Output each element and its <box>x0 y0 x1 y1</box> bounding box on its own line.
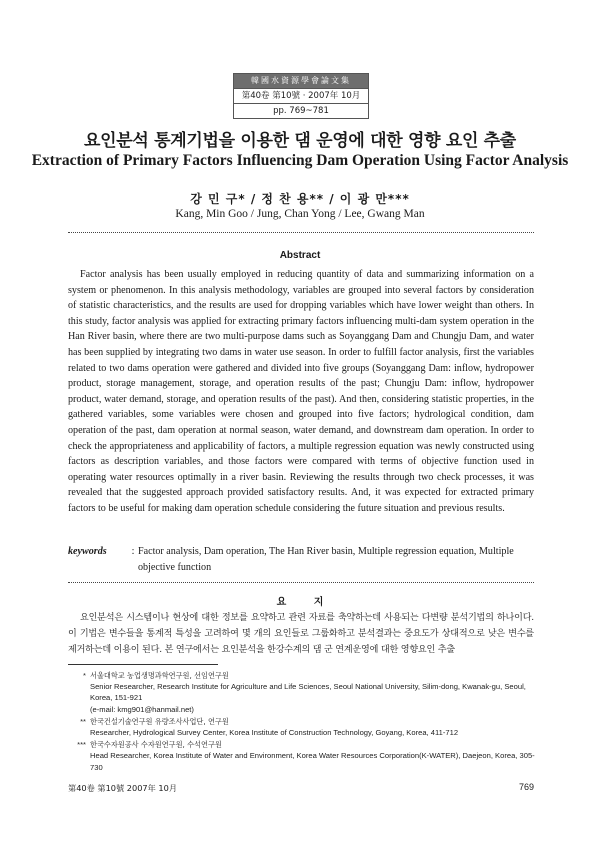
journal-pages: pp. 769~781 <box>273 106 329 116</box>
footer-journal-issue: 第40卷 第10號 2007年 10月 <box>68 783 178 793</box>
title-english: Extraction of Primary Factors Influencing Dam Operation Using Factor Analysis <box>31 152 569 169</box>
keywords-text: Factor analysis, Dam operation, The Han River basin, Multiple regression equation, Multiple objective function <box>138 546 514 573</box>
page-number: 769 <box>518 782 534 792</box>
footnotes <box>68 670 538 774</box>
divider-top <box>68 232 534 233</box>
keywords-separator: : <box>131 546 135 557</box>
keywords-label: keywords <box>68 546 107 557</box>
title-korean: 요인분석 통계기법을 이용한 댐 운영에 대한 영향 요인 추출 <box>84 131 516 151</box>
footnote-english: Senior Researcher, Research Institute for Agriculture and Life Sciences, Seoul National University, Silim-dong, Kwanak-gu, Seoul, Korea, 151-921 <box>90 682 526 703</box>
footnote-marker: * <box>83 671 86 680</box>
abstract-text: Factor analysis has been usually employed in reducing quantity of data and summarizing information on a system or phenomenon. In this analysis methodology, variables are grouped into several factors by consideration of statistic characteristics, and the results are used for dropping variables which have lower weight than others. In this study, factor analysis was applied for extracting primary factors influencing multi-dam system operation in the Han River basin, where there are two multi-purpose dams such as Soyanggang Dam and Chungju Dam, and water has been supplied by integrating two dams in water use season. In order to fulfill factor analysis, first the variables related to two dams operation were gathered and divided into five groups (Soyanggang Dam: inflow, hydropower product, storage management, storage, and operation results of the past; Chungju Dam: inflow, hydropower product, water demand, storage, and operation results of the past). And then, considering statistic properties, in the gathered variables, some variables were chosen and grouped into five factors; hydrological condition, dam operation of the past, dam operation at normal season, water demand, and downstream dam operation. In order to check the appropriateness and applicability of factors, a multiple regression equation was newly constructed using factors as description variables, and those factors were compared with terms of objective function used in operating water resources optimally in a river basin. Reviewing the results through two check processes, it was revealed that the suggested approach provided satisfactory results. And, it was expected for extracted primary factors to be useful for making dam operation schedule considering the future situation and previous results. <box>68 269 534 514</box>
footnote-korean: 한국수자원공사 수자원연구원, 수석연구원 <box>90 740 222 750</box>
journal-volume-issue: 第40卷 第10號 · 2007年 10月 <box>234 89 368 104</box>
divider-bottom <box>68 582 534 583</box>
keywords-block <box>68 544 534 575</box>
footnote-korean: 한국건설기술연구원 유량조사사업단, 연구원 <box>90 716 229 726</box>
journal-name: 韓國水資源學會論文集 <box>234 74 368 89</box>
footnote-2 <box>68 716 538 738</box>
korean-abstract-text: 요인분석은 시스템이나 현상에 대한 정보를 요약하고 관련 자료를 축약하는데 사용되는 다변량 분석기법의 하나이다. 이 기법은 변수들을 통계적 특성을 고려하여 몇 개의 요인들로 그룹화하고 분석결과는 중요도가 상대적으로 낮은 변수를 제거하는데 이용이 된다. 본 연구에서는 요인분석을 한강수계의 댐 군 연계운영에 대한 영향요인 추출 <box>68 613 534 655</box>
footnote-korean: 서울대학교 농업생명과학연구원, 선임연구원 <box>90 671 229 680</box>
korean-abstract-heading: 요 지 <box>276 597 336 608</box>
footnote-1 <box>68 670 538 715</box>
footnote-marker: *** <box>77 740 86 750</box>
authors-english: Kang, Min Goo / Jung, Chan Yong / Lee, Gwang Man <box>175 208 425 220</box>
authors-korean: 강 민 구* / 정 찬 용** / 이 광 만*** <box>190 192 410 206</box>
footnote-english: Researcher, Hydrological Survey Center, Korea Institute of Construction Technology, Goyang, Korea, 411-712 <box>90 728 459 738</box>
footnote-email: (e-mail: kmg901@hanmail.net) <box>90 704 194 714</box>
abstract-heading: Abstract <box>279 250 321 261</box>
footnote-marker: ** <box>80 716 86 726</box>
footnote-rule <box>68 664 218 665</box>
footnote-english: Head Researcher, Korea Institute of Water and Environment, Korea Water Resources Corporation(K-WATER), Daejeon, Korea, 305-730 <box>90 751 535 772</box>
footnote-3 <box>68 739 538 773</box>
journal-info-box <box>233 73 369 119</box>
